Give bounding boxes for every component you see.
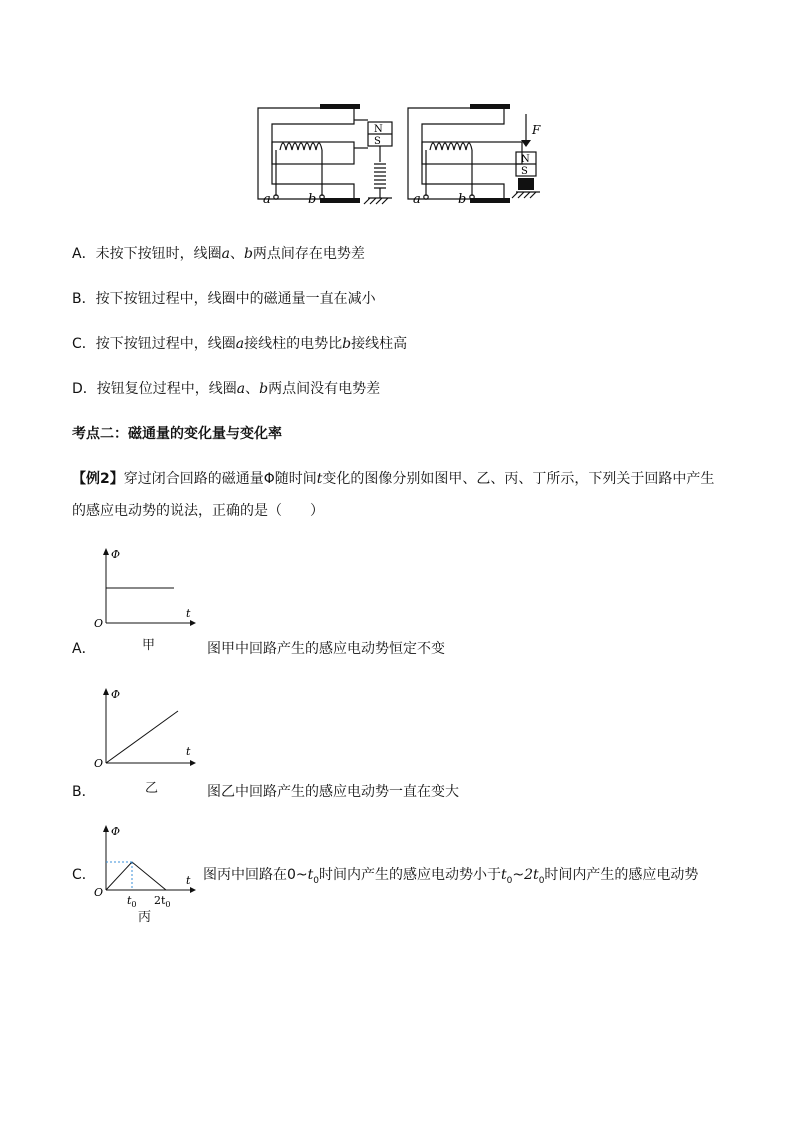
option-q2-a-letter: A． bbox=[72, 641, 96, 657]
terminal-b-left: b bbox=[308, 192, 317, 207]
example-stem-line1: 【例2】穿过闭合回路的磁通量Φ随时间t变化的图像分别如图甲、乙、丙、丁所示，下列关于回路中产生 bbox=[72, 471, 715, 487]
magnet-south-label-right: S bbox=[521, 166, 528, 177]
option-q2-a-text: 图甲中回路产生的感应电动势恒定不变 bbox=[207, 641, 445, 657]
graph-yi-line bbox=[106, 711, 178, 763]
button-generator-figure bbox=[250, 100, 550, 215]
option-q1-b: B．按下按钮过程中，线圈中的磁通量一直在减小 bbox=[72, 291, 376, 307]
graph-yi-phi: Φ bbox=[111, 688, 121, 701]
magnet-north-label-right: N bbox=[521, 154, 530, 165]
terminal-a-left: a bbox=[263, 192, 271, 207]
graph-jia-name: 甲 bbox=[142, 638, 156, 653]
graph-jia-origin: O bbox=[94, 617, 104, 630]
graph-yi-origin: O bbox=[94, 757, 104, 770]
option-q2-c-text: 图丙中回路在$0\sim t_0$时间内产生的感应电动势小于$t_0\sim 2t_0$时间内产生的感应电动势 bbox=[203, 867, 699, 886]
option-q2-b-letter: B． bbox=[72, 784, 96, 800]
graph-bing-line bbox=[106, 862, 166, 890]
graph-bing-t: t bbox=[186, 874, 191, 887]
option-q2-b-text: 图乙中回路产生的感应电动势一直在变大 bbox=[207, 784, 459, 800]
magnet-south-label: S bbox=[374, 136, 381, 147]
graph-bing-name: 丙 bbox=[138, 910, 152, 925]
graph-bing-phi: Φ bbox=[111, 825, 121, 838]
option-q1-a: A．未按下按钮时，线圈a、b两点间存在电势差 bbox=[72, 246, 365, 262]
option-q1-c: C．按下按钮过程中，线圈a接线柱的电势比b接线柱高 bbox=[72, 336, 408, 352]
graph-bing-t0: $t_0$ bbox=[127, 894, 137, 909]
graph-bing-2t0: $2t_0$ bbox=[154, 894, 171, 909]
graph-jia-phi: Φ bbox=[111, 548, 121, 561]
force-label: F bbox=[532, 123, 541, 137]
option-q1-d: D．按钮复位过程中，线圈a、b两点间没有电势差 bbox=[72, 381, 381, 397]
graph-yi-name: 乙 bbox=[145, 781, 159, 796]
terminal-a-right: a bbox=[413, 192, 421, 207]
graph-jia bbox=[90, 545, 200, 630]
option-q2-c-letter: C． bbox=[72, 867, 96, 883]
magnet-north-label: N bbox=[374, 124, 383, 135]
terminal-b-right: b bbox=[458, 192, 467, 207]
graph-jia-t: t bbox=[186, 607, 191, 620]
graph-bing bbox=[90, 822, 200, 912]
section-heading: 考点二：磁通量的变化量与变化率 bbox=[72, 426, 282, 442]
graph-yi bbox=[90, 685, 200, 770]
graph-yi-t: t bbox=[186, 745, 191, 758]
graph-bing-origin: O bbox=[94, 886, 104, 899]
example-stem-line2: 的感应电动势的说法，正确的是（ ） bbox=[72, 503, 324, 519]
